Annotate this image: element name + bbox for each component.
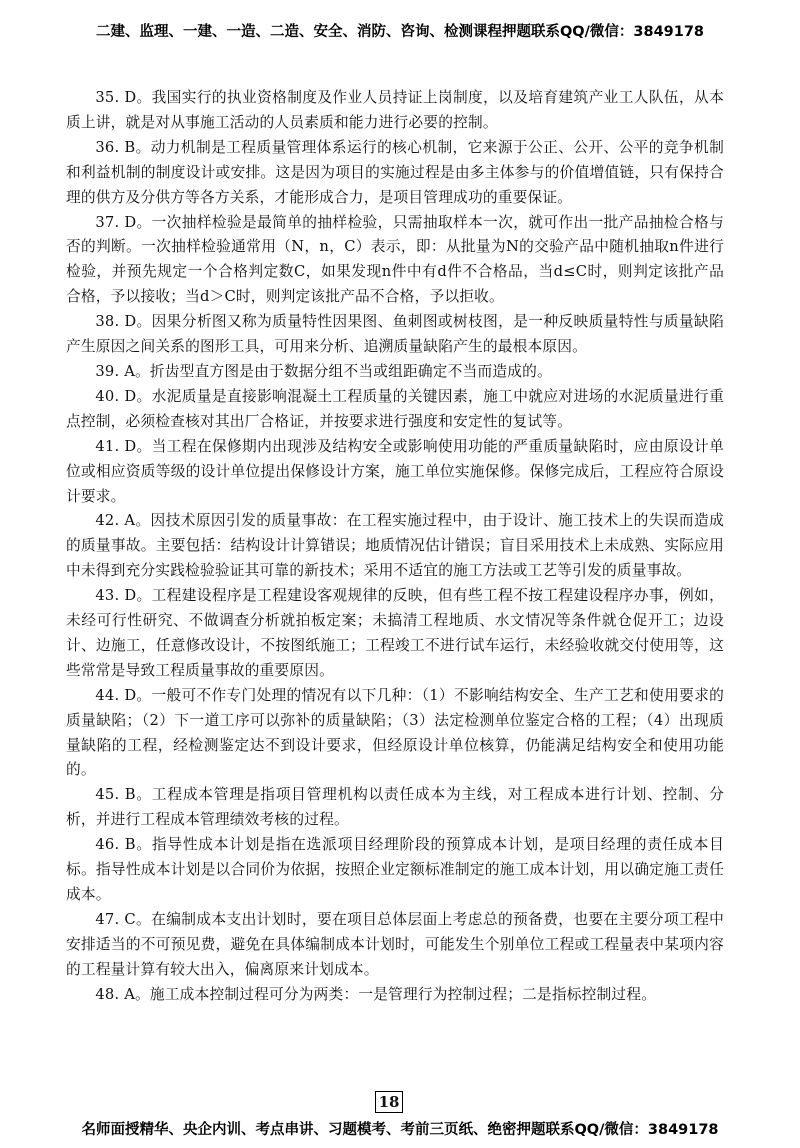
answer-paragraph-43: 43. D。工程建设程序是工程建设客观规律的反映，但有些工程不按工程建设程序办事，例如，未经可行性研究、不做调查分析就拍板定案；未搞清工程地质、水文情况等条件就仓促开工；边设计、边施工，任意修改设计，不按图纸施工；工程竣工不进行试车运行，未经验收就交付使用等，这些常常是导致工程质量事故的重要原因。	[66, 587, 724, 679]
footer-banner: 名师面授精华、央企内训、考点串讲、习题模考、考前三页纸、绝密押题联系QQ/微信：3849178	[81, 1122, 719, 1138]
answer-paragraph-39: 39. A。折齿型直方图是由于数据分组不当或组距确定不当而造成的。	[95, 362, 552, 380]
answer-paragraph-44: 44. D。一般可不作专门处理的情况有以下几种：（1）不影响结构安全、生产工艺和使用要求的质量缺陷；（2）下一道工序可以弥补的质量缺陷；（3）法定检测单位鉴定合格的工程；（4）出现质量缺陷的工程，经检测鉴定达不到设计要求，但经原设计单位核算，仍能满足结构安全和使用功能的。	[66, 686, 724, 779]
answer-paragraph-48: 48. A。施工成本控制过程可分为两类：一是管理行为控制过程；二是指标控制过程。	[95, 985, 657, 1003]
answer-paragraph-38: 38. D。因果分析图又称为质量特性因果图、鱼刺图或树枝图，是一种反映质量特性与质量缺陷产生原因之间关系的图形工具，可用来分析、追溯质量缺陷产生的最根本原因。	[66, 313, 724, 356]
answer-paragraph-42: 42. A。因技术原因引发的质量事故：在工程实施过程中，由于设计、施工技术上的失误而造成的质量事故。主要包括：结构设计计算错误；地质情况估计错误；盲目采用技术上未成熟、实际应用中未得到充分实践检验验证其可靠的新技术；采用不适宜的施工方法或工艺等引发的质量事故。	[66, 512, 724, 580]
answer-paragraph-41: 41. D。当工程在保修期内出现涉及结构安全或影响使用功能的严重质量缺陷时，应由原设计单位或相应资质等级的设计单位提出保修设计方案，施工单位实施保修。保修完成后，工程应符合原设计要求。	[66, 437, 724, 505]
page-number: 18	[375, 1091, 403, 1113]
answer-paragraph-36: 36. B。动力机制是工程质量管理体系运行的核心机制，它来源于公正、公开、公平的竞争机制和利益机制的制度设计或安排。这是因为项目的实施过程是由多主体参与的价值增值链，只有保持合理的供方及分供方等各方关系，才能形成合力，是项目管理成功的重要保证。	[66, 138, 724, 206]
answer-explanations	[66, 86, 724, 1008]
header-banner: 二建、监理、一建、一造、二造、安全、消防、咨询、检测课程押题联系QQ/微信：3849178	[95, 24, 705, 40]
answer-paragraph-45: 45. B。工程成本管理是指项目管理机构以责任成本为主线，对工程成本进行计划、控制、分析，并进行工程成本管理绩效考核的过程。	[66, 786, 724, 829]
answer-paragraph-47: 47. C。在编制成本支出计划时，要在项目总体层面上考虑总的预备费，也要在主要分项工程中安排适当的不可预见费，避免在具体编制成本计划时，可能发生个别单位工程或工程量表中某项内容的工程量计算有较大出入，偏离原来计划成本。	[66, 910, 724, 978]
answer-paragraph-46: 46. B。指导性成本计划是指在选派项目经理阶段的预算成本计划，是项目经理的责任成本目标。指导性成本计划是以合同价为依据，按照企业定额标准制定的施工成本计划，用以确定施工责任成本。	[66, 836, 724, 903]
answer-paragraph-40: 40. D。水泥质量是直接影响混凝土工程质量的关键因素，施工中就应对进场的水泥质量进行重点控制，必须检查核对其出厂合格证，并按要求进行强度和安定性的复试等。	[66, 387, 724, 430]
answer-paragraph-37: 37. D。一次抽样检验是最简单的抽样检验，只需抽取样本一次，就可作出一批产品抽检合格与否的判断。一次抽样检验通常用（N，n，C）表示，即：从批量为N的交验产品中随机抽取n件进行检验，并预先规定一个合格判定数C，如果发现n件中有d件不合格品，当d≤C时，则判定该批产品合格，予以接收；当d＞C时，则判定该批产品不合格，予以拒收。	[66, 213, 724, 306]
answer-paragraph-35: 35. D。我国实行的执业资格制度及作业人员持证上岗制度，以及培育建筑产业工人队伍，从本质上讲，就是对从事施工活动的人员素质和能力进行必要的控制。	[66, 89, 724, 131]
